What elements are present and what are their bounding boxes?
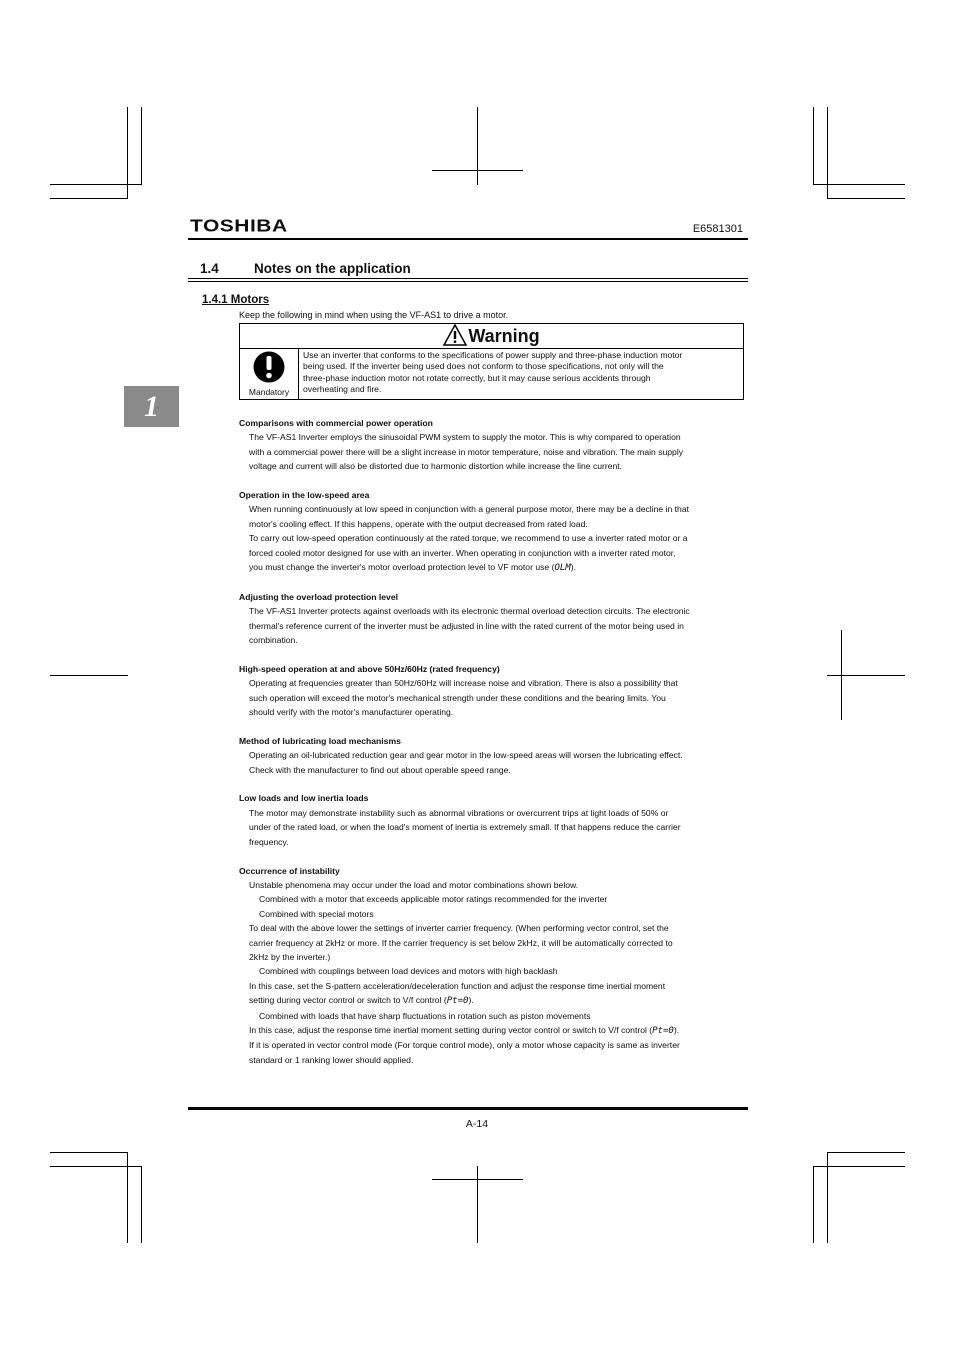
body-text: ). [673, 1024, 680, 1035]
overload-section [239, 590, 749, 648]
list-item: Combined with special motors [259, 908, 374, 919]
section-rule-top [188, 278, 748, 279]
body-line [249, 560, 749, 575]
lowspeed-section [239, 488, 749, 575]
highspeed-section [239, 662, 749, 720]
body-line: frequency. [249, 836, 289, 847]
parameter-code: Pt=0 [446, 996, 469, 1007]
subsection-title: 1.4.1 Motors [202, 294, 270, 306]
body-text: setting during vector control or switch to V/f control ( [249, 995, 447, 1006]
body-line: forced cooled motor designed for use with an inverter. When operating in conjunction with a inverter rated motor, [249, 547, 676, 558]
body-text: ). [570, 562, 576, 573]
body-line: Check with the manufacturer to find out about operable speed range. [249, 764, 511, 775]
section-heading: Adjusting the overload protection level [239, 591, 399, 602]
warning-text [303, 350, 739, 396]
body-line: with a commercial power there will be a slight increase in motor temperature, noise and vibration. The main supply [249, 446, 684, 457]
body-line: To carry out low-speed operation continuously at the rated torque, we recommend to use a inverter rated motor or a [249, 533, 688, 544]
section-title [200, 261, 411, 276]
list-item: Combined with loads that have sharp fluctuations in rotation such as piston movements [259, 1010, 591, 1021]
section-rule-bottom [188, 281, 748, 282]
lowloads-section [239, 791, 749, 849]
header-rule [188, 238, 748, 240]
body-line: In this case, set the S-pattern acceleration/deceleration function and adjust the response time inertial moment [249, 980, 666, 991]
body-line: If it is operated in vector control mode (For torque control mode), only a motor whose capacity is same as inverter [249, 1040, 680, 1051]
body-line: motor's cooling effect. If this happens, operate with the output decreased from rated load. [249, 518, 588, 529]
section-heading: Low loads and low inertia loads [239, 793, 369, 804]
body-line: Operating at frequencies greater than 50Hz/60Hz will increase noise and vibration. There is also a possibility that [249, 678, 678, 689]
intro-text: Keep the following in mind when using the VF-AS1 to drive a motor. [239, 310, 509, 320]
document-number: E6581301 [692, 223, 743, 235]
section-heading: High-speed operation at and above 50Hz/60Hz (rated frequency) [239, 663, 500, 674]
body-line: carrier frequency at 2kHz or more. If the carrier frequency is set below 2kHz, it will be automatically corrected to [249, 937, 673, 948]
warning-title: Warning [468, 326, 540, 346]
body-text: you must change the inverter's motor overload protection level to VF motor use ( [249, 562, 555, 573]
instability-section [239, 864, 749, 1068]
body-line: The VF-AS1 Inverter protects against overloads with its electronic thermal overload detection circuits. The electronic [249, 606, 690, 617]
body-line: Unstable phenomena may occur under the load and motor combinations shown below. [249, 879, 579, 890]
section-heading: Comparisons with commercial power operation [239, 418, 433, 428]
page-number: A-14 [465, 1118, 489, 1130]
body-line: 2kHz by the inverter.) [249, 951, 331, 962]
body-line: such operation will exceed the motor's mechanical strength under these conditions and the bearing limits. You [249, 692, 666, 703]
body-text: In this case, adjust the response time inertial moment setting during vector control or switch to V/f control ( [249, 1024, 653, 1035]
list-item: Combined with couplings between load devices and motors with high backlash [259, 966, 558, 977]
body-line: The motor may demonstrate instability such as abnormal vibrations or overcurrent trips at light loads of 50% or [249, 807, 669, 818]
body-line: should verify with the motor's manufacturer operating. [249, 707, 454, 718]
warning-line: overheating and fire. [303, 384, 382, 395]
parameter-code: OLM [554, 563, 571, 574]
body-line: combination. [249, 635, 298, 646]
mandatory-label: Mandatory [248, 387, 290, 397]
mandatory-cell [240, 349, 299, 399]
parameter-code: Pt=0 [652, 1025, 674, 1036]
body-line: under of the rated load, or when the load's moment of inertia is extremely small. If that happens reduce the carrier [249, 822, 681, 833]
body-line [249, 1023, 749, 1038]
body-content [239, 416, 749, 1067]
warning-box [239, 323, 744, 400]
warning-header [240, 324, 743, 349]
warning-line: Use an inverter that conforms to the specifications of power supply and three-phase induction motor [303, 350, 683, 360]
body-line: Operating an oil-lubricated reduction gear and gear motor in the low-speed areas will worsen the lubricating effect. [249, 750, 683, 761]
section-number: 1.4 [200, 261, 219, 276]
brand-logo: TOSHIBA [190, 216, 288, 236]
body-line: voltage and current will also be distorted due to harmonic distortion while increase the line current. [249, 461, 623, 472]
body-line: To deal with the above lower the settings of inverter carrier frequency. (When performing vector control, set the [249, 923, 669, 934]
section-heading: Method of lubricating load mechanisms [239, 735, 401, 746]
lubrication-section [239, 734, 749, 777]
body-line: The VF-AS1 Inverter employs the sinusoidal PWM system to supply the motor. This is why compared to operation [249, 432, 681, 443]
body-line: standard or 1 ranking lower should applied. [249, 1054, 414, 1065]
commercial-section [239, 416, 749, 474]
section-title-text: Notes on the application [254, 261, 411, 276]
mandatory-icon [252, 350, 286, 384]
footer-rule [188, 1107, 748, 1110]
list-item: Combined with a motor that exceeds applicable motor ratings recommended for the inverter [259, 894, 608, 905]
body-line: When running continuously at low speed in conjunction with a general purpose motor, there may be a decline in that [249, 504, 689, 515]
section-heading: Operation in the low-speed area [239, 490, 370, 501]
warning-triangle-icon [443, 324, 467, 346]
warning-line: being used. If the inverter being used does not conform to those specifications, not only will the [303, 361, 664, 372]
body-line: thermal's reference current of the inverter must be adjusted in line with the rated current of the motor being used in [249, 620, 684, 631]
body-text: ). [468, 995, 474, 1006]
chapter-tab: 1 [124, 386, 179, 427]
warning-line: three-phase induction motor not rotate correctly, but it may cause serious accidents through [303, 372, 651, 383]
section-heading: Occurrence of instability [239, 865, 340, 876]
body-line [249, 993, 749, 1008]
